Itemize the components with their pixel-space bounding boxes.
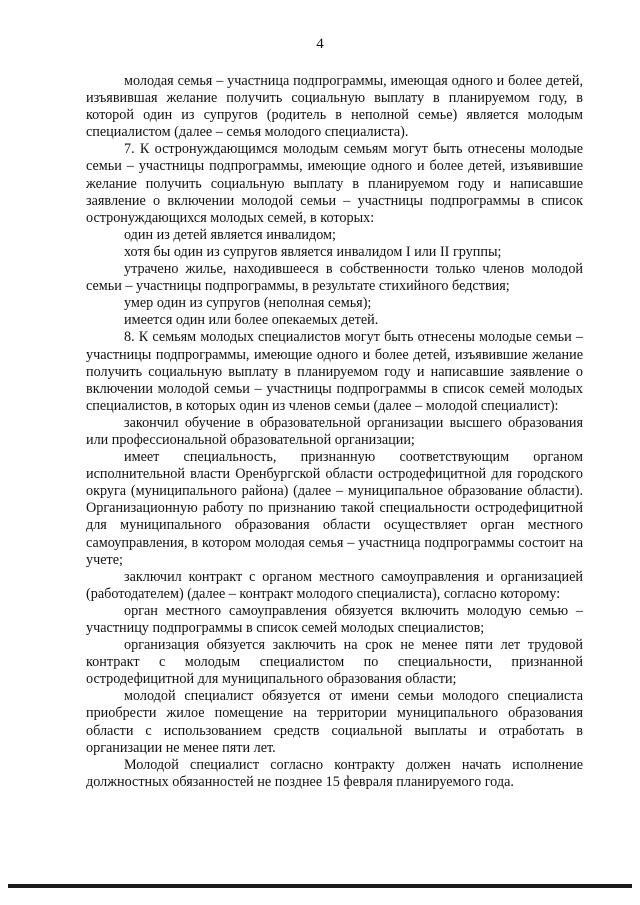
list-item-contract: заключил контракт с органом местного самоуправления и организацией (работодателем) (далее – контракт молодого специалиста), согласно которому: bbox=[86, 568, 583, 602]
page-number: 4 bbox=[316, 36, 324, 52]
bottom-divider bbox=[8, 884, 632, 888]
list-item-deceased-spouse: умер один из супругов (неполная семья); bbox=[124, 295, 372, 312]
list-item-lost-housing: утрачено жилье, находившееся в собственности только членов молодой семьи – участницы подпрограммы, в результате стихийного бедствия; bbox=[86, 261, 583, 295]
list-item-organization-obligation: организация обязуется заключить на срок не менее пяти лет трудовой контракт с молодым специалистом по специальности, признанной остродефицитной для муниципального образования области; bbox=[86, 637, 583, 688]
list-item-authority-obligation: орган местного самоуправления обязуется включить молодую семью – участницу подпрограммы в список семей молодых специалистов; bbox=[86, 602, 583, 636]
paragraph-item-8: 8. К семьям молодых специалистов могут быть отнесены молодые семьи – участницы подпрограммы, имеющие одного и более детей, изъявившие желание получить социальную выплату в планируемом году и написавшие заявление о включении молодой семьи – участницы подпрограммы в список семей молодых специалистов, в которых один из членов семьи (далее – молодой специалист): bbox=[86, 329, 583, 414]
list-item-disabled-child: один из детей является инвалидом; bbox=[124, 226, 336, 243]
list-item-specialist-obligation: молодой специалист обязуется от имени семьи молодого специалиста приобрести жилое помещение на территории муниципального образования области с использованием средств социальной выплаты и отработать в организации не менее пяти лет. bbox=[86, 688, 583, 756]
paragraph-item-7: 7. К остронуждающимся молодым семьям могут быть отнесены молодые семьи – участницы подпрограммы, имеющие одного и более детей, изъявившие желание получить социальную выплату в планируемом году и написавшие заявление о включении молодой семьи – участницы подпрограммы в список остронуждающихся молодых семей, в которых: bbox=[86, 141, 583, 226]
list-item-disabled-spouse: хотя бы один из супругов является инвалидом I или II группы; bbox=[124, 243, 502, 260]
paragraph-young-family-definition: молодая семья – участница подпрограммы, имеющая одного и более детей, изъявившая желание получить социальную выплату в планируемом году, в которой один из супругов (родитель в неполной семье) является молодым специалистом (далее – семья молодого специалиста). bbox=[86, 73, 583, 141]
document-body bbox=[86, 73, 583, 791]
list-item-foster-children: имеется один или более опекаемых детей. bbox=[124, 312, 379, 329]
paragraph-start-deadline: Молодой специалист согласно контракту должен начать исполнение должностных обязанностей не позднее 15 февраля планируемого года. bbox=[86, 756, 583, 790]
list-item-specialty: имеет специальность, признанную соответствующим органом исполнительной власти Оренбургской области остродефицитной для городского округа (муниципального района) (далее – муниципальное образование области). Организационную работу по признанию такой специальности остродефицитной для муниципального образования области осуществляет орган местного самоуправления, в котором молодая семья – участница подпрограммы состоит на учете; bbox=[86, 449, 583, 568]
list-item-education: закончил обучение в образовательной организации высшего образования или профессиональной образовательной организации; bbox=[86, 414, 583, 448]
